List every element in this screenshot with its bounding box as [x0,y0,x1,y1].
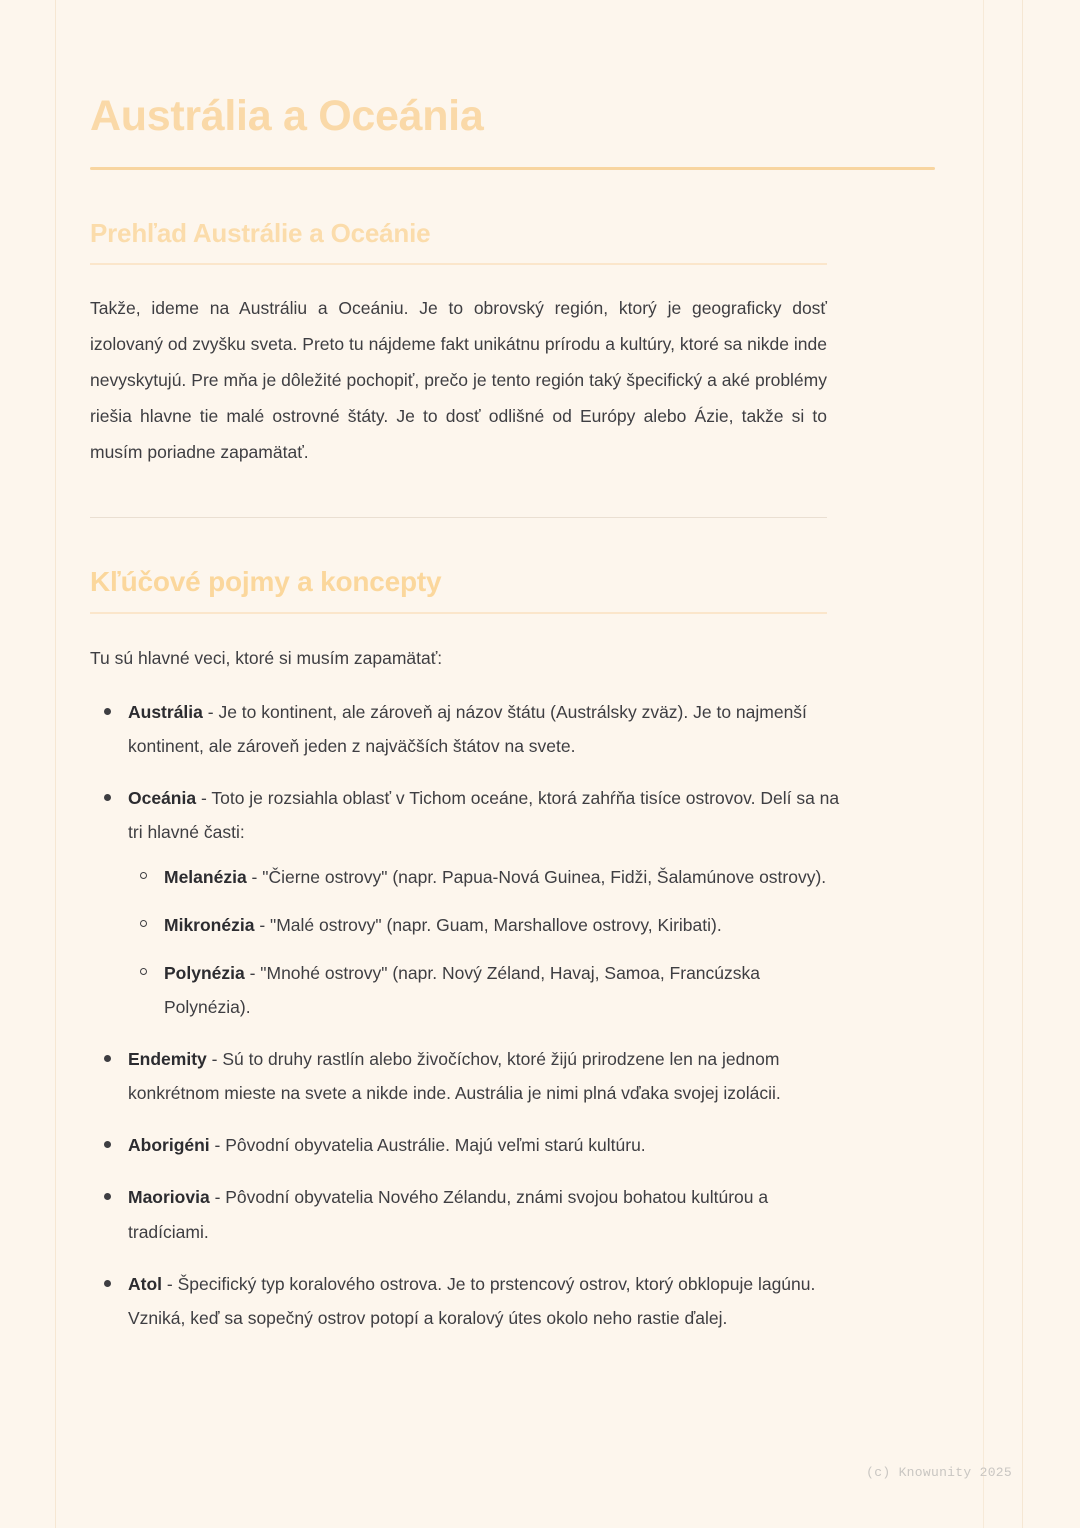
term-label: Oceánia [128,788,197,809]
list-item [90,1180,850,1248]
margin-rule-right [1022,0,1023,1528]
term-description: - Toto je rozsiahla oblasť v Tichom oceáne, ktorá zahŕňa tisíce ostrovov. Delí sa na tri hlavné časti: [128,788,840,843]
key-terms-lead: Tu sú hlavné veci, ktoré si musím zapamätať: [90,647,443,668]
document-content [90,0,935,1353]
list-item [128,956,850,1024]
page-title: Austrália a Oceánia [90,92,484,140]
paper-edge-line [983,0,984,1528]
term-label: Melanézia [164,866,247,887]
section-heading-overview: Prehľad Austrálie a Oceánie [90,218,431,249]
term-description: - Pôvodní obyvatelia Nového Zélandu, známi svojou bohatou kultúrou a tradíciami. [128,1187,769,1242]
list-item [128,860,850,894]
term-description: - Pôvodní obyvatelia Austrálie. Majú veľmi starú kultúru. [209,1135,646,1156]
term-label: Polynézia [164,962,245,983]
list-item [90,1128,850,1162]
list-item [90,695,850,763]
section-underline-key-terms [90,612,827,614]
key-terms-list [90,695,850,1335]
section-divider [90,517,827,518]
list-item [90,1042,850,1110]
term-description: - Sú to druhy rastlín alebo živočíchov, ktoré žijú prirodzene len na jednom konkrétnom mieste na svete a nikde inde. Austrália je nimi plná vďaka svojej izolácii. [128,1049,781,1104]
section-underline-overview [90,263,827,265]
term-description: - Je to kontinent, ale zároveň aj názov štátu (Austrálsky zväz). Je to najmenší kontinent, ale zároveň jeden z najväčších štátov na svete. [128,702,807,757]
term-label: Aborigéni [128,1135,210,1156]
term-description: - "Mnohé ostrovy" (napr. Nový Zéland, Havaj, Samoa, Francúzska Polynézia). [164,962,761,1017]
term-description: - "Malé ostrovy" (napr. Guam, Marshallove ostrovy, Kiribati). [254,914,722,935]
term-label: Austrália [128,702,203,723]
term-description: - Špecifický typ koralového ostrova. Je to prstencový ostrov, ktorý obklopuje lagúnu. Vzniká, keď sa sopečný ostrov potopí a koralový útes okolo neho rastie ďalej. [128,1273,816,1328]
list-item [90,1267,850,1335]
term-label: Mikronézia [164,914,255,935]
overview-paragraph: Takže, ideme na Austráliu a Oceániu. Je to obrovský región, ktorý je geograficky dosť izolovaný od zvyšku sveta. Preto tu nájdeme fakt unikátnu prírodu a kultúry, ktoré sa nikde inde nevyskytujú. Pre mňa je dôležité pochopiť, prečo je tento región taký špecifický a aké problémy riešia hlavne tie malé ostrovné štáty. Je to dosť odlišné od Európy alebo Ázie, takže si to musím poriadne zapamätať. [90,298,827,462]
title-underline [90,167,935,170]
term-description: - "Čierne ostrovy" (napr. Papua-Nová Guinea, Fidži, Šalamúnove ostrovy). [246,866,827,887]
margin-rule-left [55,0,56,1528]
term-label: Maoriovia [128,1187,210,1208]
list-item [128,908,850,942]
section-heading-key-terms: Kľúčové pojmy a koncepty [90,565,442,597]
oceania-sublist [128,860,850,1025]
term-label: Atol [128,1273,163,1294]
copyright-watermark: (c) Knowunity 2025 [866,1465,1012,1480]
list-item [90,781,850,1024]
term-label: Endemity [128,1049,207,1070]
